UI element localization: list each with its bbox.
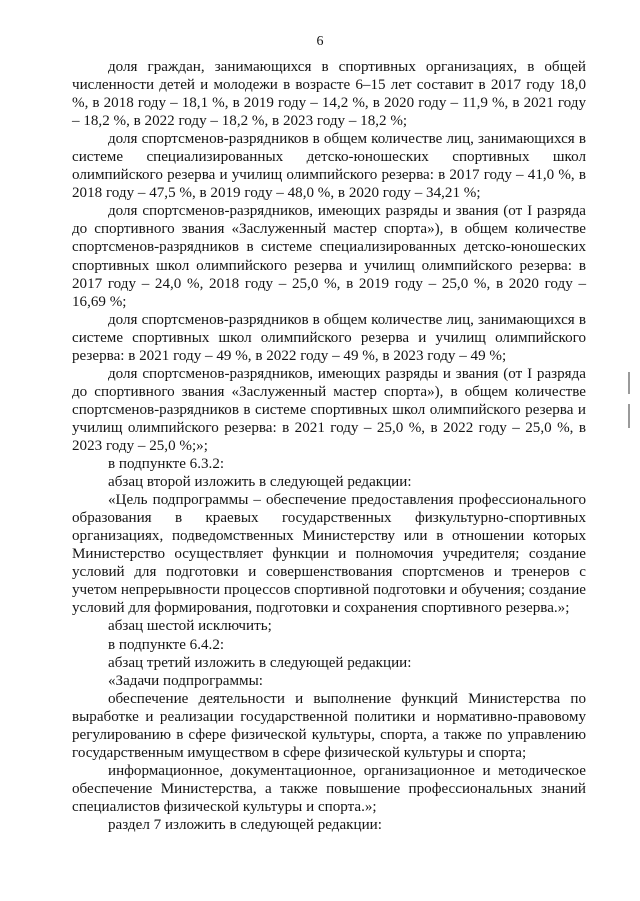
margin-scan-mark bbox=[628, 372, 630, 394]
paragraph-task-information-support: информационное, документационное, организационное и методическое обеспечение Министерства, а также повышение профессиональных знаний специалистов физической культуры и спорта.»; bbox=[72, 762, 586, 815]
page-number: 6 bbox=[316, 34, 324, 49]
paragraph-share-athletes-2017-2020: доля спортсменов-разрядников в общем количестве лиц, занимающихся в системе специализированных детско-юношеских спортивных школ олимпийского резерва и училищ олимпийского резерва: в 2017 году – 41,0 %, в 2018 году – 47,5 %, в 2019 году – 48,0 %, в 2020 году – 34,21 %; bbox=[72, 131, 586, 202]
paragraph-task-ministry-activity: обеспечение деятельности и выполнение функций Министерства по выработке и реализации государственной политики и нормативно-правовому регулированию в сфере физической культуры, спорта, а также по управлению государственным имуществом в сфере физической культуры и спорта; bbox=[72, 690, 586, 761]
paragraph-tasks-heading: «Задачи подпрограммы: bbox=[108, 672, 263, 689]
paragraph-subprogram-goal: «Цель подпрограммы – обеспечение предоставления профессионального образования в краевых государственных физкультурно-спортивных организациях, подведомственных Министерству или в отношении которых Министерство осуществляет функции и полномочия учредителя; создание условий для подготовки и совершенствования спортсменов и тренеров с учетом непрерывности процессов спортивной подготовки и обучения; создание условий для формирования, подготовки и сохранения спортивного резерва.»; bbox=[72, 492, 586, 617]
paragraph-share-athletes-2021-2023: доля спортсменов-разрядников в общем количестве лиц, занимающихся в системе спортивных школ олимпийского резерва и училищ олимпийского резерва: в 2021 году – 49 %, в 2022 году – 49 %, в 2023 году – 49 %; bbox=[72, 311, 586, 364]
paragraph-amend-second: абзац второй изложить в следующей редакции: bbox=[108, 474, 412, 491]
document-body bbox=[72, 58, 586, 834]
paragraph-share-ranked-athletes-2017-2020: доля спортсменов-разрядников, имеющих разряды и звания (от I разряда до спортивного звания «Заслуженный мастер спорта»), в общем количестве спортсменов-разрядников в системе специализированных детско-юношеских спортивных школ олимпийского резерва и училищ олимпийского резерва: в 2017 году – 24,0 %, 2018 году – 25,0 %, в 2019 году – 25,0 %, в 2020 году – 16,69 %; bbox=[72, 203, 586, 310]
paragraph-amend-third: абзац третий изложить в следующей редакции: bbox=[108, 654, 412, 671]
paragraph-subclause-6-3-2: в подпункте 6.3.2: bbox=[108, 456, 225, 473]
paragraph-subclause-6-4-2: в подпункте 6.4.2: bbox=[108, 636, 225, 653]
paragraph-share-ranked-athletes-2021-2023: доля спортсменов-разрядников, имеющих разряды и звания (от I разряда до спортивного звания «Заслуженный мастер спорта»), в общем количестве спортсменов-разрядников в системе спортивных школ олимпийского резерва и училищ олимпийского резерва: в 2021 году – 25,0 %, в 2022 году – 25,0 %, в 2023 году – 25,0 %;»; bbox=[72, 365, 586, 454]
paragraph-section-7: раздел 7 изложить в следующей редакции: bbox=[108, 816, 382, 833]
paragraph-share-citizens: доля граждан, занимающихся в спортивных организациях, в общей численности детей и молодежи в возрасте 6–15 лет составит в 2017 году 18,0 %, в 2018 году – 18,1 %, в 2019 году – 14,2 %, в 2020 году – 11,9 %, в 2021 году – 18,2 %, в 2022 году – 18,2 %, в 2023 году – 18,2 %; bbox=[72, 59, 586, 130]
margin-scan-mark bbox=[628, 404, 630, 428]
paragraph-exclude-sixth: абзац шестой исключить; bbox=[108, 618, 272, 635]
